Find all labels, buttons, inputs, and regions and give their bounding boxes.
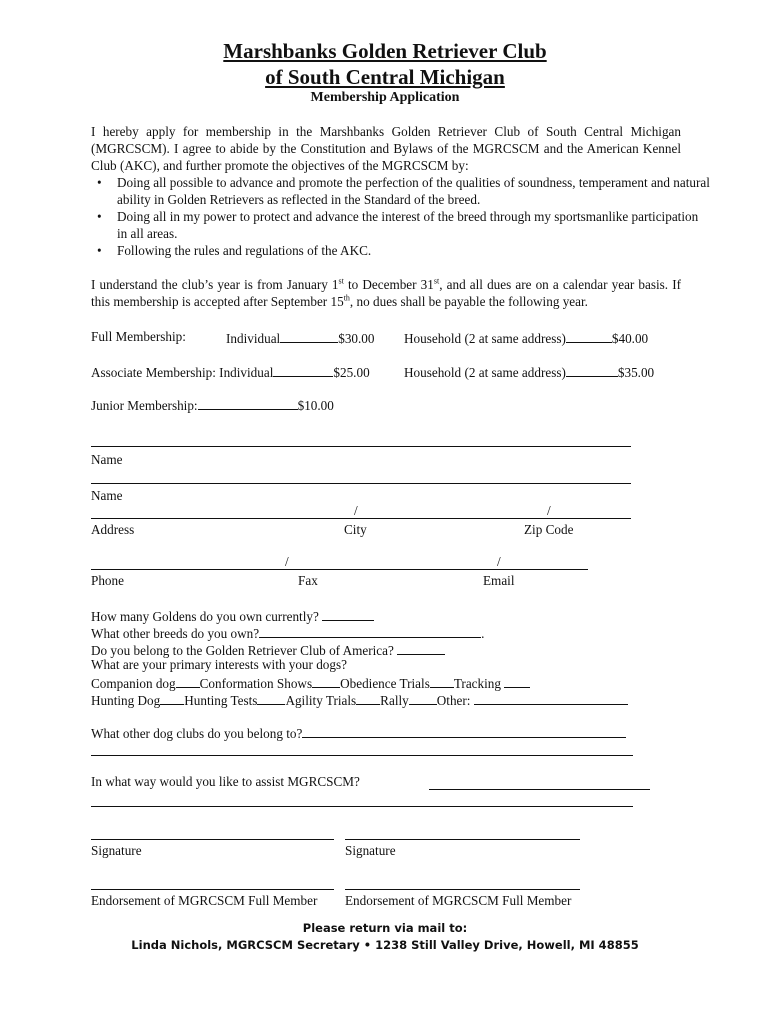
intro-paragraph: I hereby apply for membership in the Marshbanks Golden Retriever Club of South Central Michigan (MGRCSCM). I agree to abide by the Constitution and Bylaws of the MGRCSCM and the American Kennel Club (AKC), and further promote the objectives of the MGRCSCM by: (91, 124, 681, 173)
objective-item: • Doing all possible to advance and promote the perfection of the qualities of soundness, temperament and natural ability in Golden Retrievers as reflected in the Standard of the breed. (91, 174, 711, 208)
full-membership-label: Full Membership: (91, 329, 186, 344)
email-label: Email (483, 573, 515, 588)
clubs-question: What other dog clubs do you belong to? (91, 724, 626, 742)
tracking-blank[interactable] (504, 674, 530, 688)
objectives-list (91, 174, 711, 259)
full-individual-blank[interactable] (280, 329, 338, 343)
goldens-question: How many Goldens do you own currently? (91, 607, 374, 625)
year-sup-3: th (343, 293, 350, 303)
objective-item: • Doing all in my power to protect and advance the interest of the breed through my sportsmanlike participation in all areas. (91, 208, 711, 242)
assist-answer-line-2[interactable] (91, 806, 633, 807)
endorsement-label-2: Endorsement of MGRCSCM Full Member (345, 893, 572, 908)
grca-answer-blank[interactable] (397, 641, 445, 655)
assist-question: In what way would you like to assist MGRCSCM? (91, 774, 360, 789)
junior-membership-option: Junior Membership: $10.00 (91, 398, 334, 413)
associate-household-option: Household (2 at same address) $35.00 (404, 365, 655, 380)
form-title-line1: Marshbanks Golden Retriever Club (223, 39, 547, 63)
contact-line[interactable] (91, 569, 588, 570)
endorsement-line-2[interactable] (345, 889, 580, 890)
city-label: City (344, 522, 367, 537)
rally-blank[interactable] (409, 691, 437, 705)
address-label: Address (91, 522, 135, 537)
interests-row-1: Companion dog Conformation Shows Obedience Trials Tracking (91, 674, 530, 692)
year-text-1: I understand the club’s year is from January 1 (91, 277, 339, 292)
interests-question: What are your primary interests with your dogs? (91, 657, 347, 672)
name-label-2: Name (91, 488, 123, 503)
clubs-answer-line-2[interactable] (91, 755, 633, 756)
clubs-answer-blank[interactable] (302, 724, 626, 738)
breeds-question: What other breeds do you own? . (91, 626, 485, 641)
club-year-paragraph (91, 276, 681, 310)
obedience-blank[interactable] (430, 674, 454, 688)
objective-item: • Following the rules and regulations of the AKC. (91, 242, 711, 259)
assist-answer-line-1[interactable] (429, 789, 650, 790)
year-sup-2: st (433, 276, 440, 286)
signature-line-2[interactable] (345, 839, 580, 840)
year-sup-1: st (338, 276, 344, 286)
form-subtitle: Membership Application (310, 90, 460, 105)
junior-blank[interactable] (198, 396, 298, 410)
year-text-4: , no dues shall be payable the following year. (349, 294, 588, 309)
agility-blank[interactable] (356, 691, 380, 705)
conformation-blank[interactable] (312, 674, 340, 688)
breeds-answer-blank[interactable] (259, 624, 481, 638)
goldens-answer-blank[interactable] (322, 607, 374, 621)
full-household-blank[interactable] (566, 329, 612, 343)
endorsement-label-1: Endorsement of MGRCSCM Full Member (91, 893, 318, 908)
associate-household-blank[interactable] (566, 363, 618, 377)
signature-label-2: Signature (345, 843, 396, 858)
fax-label: Fax (298, 573, 318, 588)
full-individual-option: Individual $30.00 (226, 331, 375, 346)
hunting-dog-blank[interactable] (160, 691, 184, 705)
grca-question: Do you belong to the Golden Retriever Club of America? (91, 641, 445, 659)
secretary-address: Linda Nichols, MGRCSCM Secretary • 1238 Still Valley Drive, Howell, MI 48855 (131, 938, 639, 952)
zip-label: Zip Code (524, 522, 574, 537)
signature-line-1[interactable] (91, 839, 334, 840)
phone-label: Phone (91, 573, 124, 588)
interests-row-2: Hunting Dog Hunting Tests Agility Trials Rally Other: (91, 691, 628, 709)
other-interest-blank[interactable] (474, 691, 628, 705)
associate-membership-option: Associate Membership: Individual $25.00 (91, 365, 370, 380)
contact-slash-2: / (497, 554, 501, 569)
contact-slash-1: / (285, 554, 289, 569)
signature-label-1: Signature (91, 843, 142, 858)
return-instructions: Please return via mail to: (302, 921, 468, 935)
form-title-line2: of South Central Michigan (265, 65, 505, 89)
name-line-2[interactable] (91, 483, 631, 484)
name-label-1: Name (91, 452, 123, 467)
year-text-3: , and all dues are on a calendar year basis. If this membership is accepted after September 15 (91, 277, 682, 309)
full-household-option: Household (2 at same address) $40.00 (404, 331, 649, 346)
associate-individual-blank[interactable] (273, 363, 333, 377)
hunting-tests-blank[interactable] (257, 691, 285, 705)
companion-blank[interactable] (176, 674, 200, 688)
name-line-1[interactable] (91, 446, 631, 447)
address-slash-2: / (547, 503, 551, 518)
year-text-2: to December 31 (343, 277, 434, 292)
address-slash-1: / (354, 503, 358, 518)
endorsement-line-1[interactable] (91, 889, 334, 890)
